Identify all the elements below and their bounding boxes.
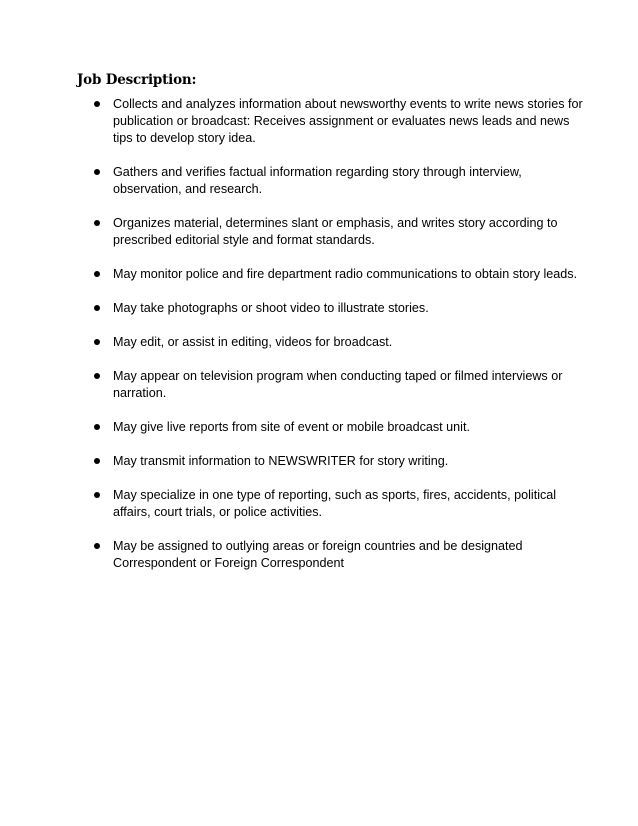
bullet-icon	[94, 458, 100, 464]
bullet-icon	[94, 424, 100, 430]
list-item-text: Organizes material, determines slant or emphasis, and writes story according to prescribed editorial style and format standards.	[113, 216, 558, 247]
bullet-icon	[94, 169, 100, 175]
bullet-icon	[94, 101, 100, 107]
list-item	[113, 334, 583, 351]
list-item-text: May monitor police and fire department radio communications to obtain story leads.	[113, 267, 578, 281]
list-item-text: May appear on television program when conducting taped or filmed interviews or narration.	[113, 369, 563, 400]
bullet-icon	[94, 339, 100, 345]
list-item	[113, 419, 583, 436]
list-item-text: Gathers and verifies factual information regarding story through interview, observation, and research.	[113, 165, 522, 196]
list-item	[113, 453, 583, 470]
bullet-icon	[94, 373, 100, 379]
list-item-text: May be assigned to outlying areas or foreign countries and be designated Correspondent or Foreign Correspondent	[113, 539, 523, 570]
bullet-icon	[94, 543, 100, 549]
list-item	[113, 487, 583, 521]
bullet-icon	[94, 492, 100, 498]
list-item-text: May transmit information to NEWSWRITER for story writing.	[113, 454, 449, 468]
list-item	[113, 368, 583, 402]
list-item-text: May edit, or assist in editing, videos for broadcast.	[113, 335, 393, 349]
list-item	[113, 266, 583, 283]
list-item	[113, 96, 583, 147]
bullet-icon	[94, 305, 100, 311]
list-item	[113, 164, 583, 198]
list-item	[113, 300, 583, 317]
list-item-text: Collects and analyzes information about newsworthy events to write news stories for publication or broadcast: Receives assignment or evaluates news leads and news tips to develop story idea.	[113, 97, 583, 145]
list-item-text: May take photographs or shoot video to illustrate stories.	[113, 301, 429, 315]
bullet-icon	[94, 220, 100, 226]
list-item	[113, 215, 583, 249]
section-heading: Job Description:	[77, 72, 197, 88]
bullet-icon	[94, 271, 100, 277]
list-item-text: May specialize in one type of reporting, such as sports, fires, accidents, political affairs, court trials, or police activities.	[113, 488, 557, 519]
list-item	[113, 538, 583, 572]
job-description-list	[113, 96, 583, 589]
list-item-text: May give live reports from site of event or mobile broadcast unit.	[113, 420, 470, 434]
